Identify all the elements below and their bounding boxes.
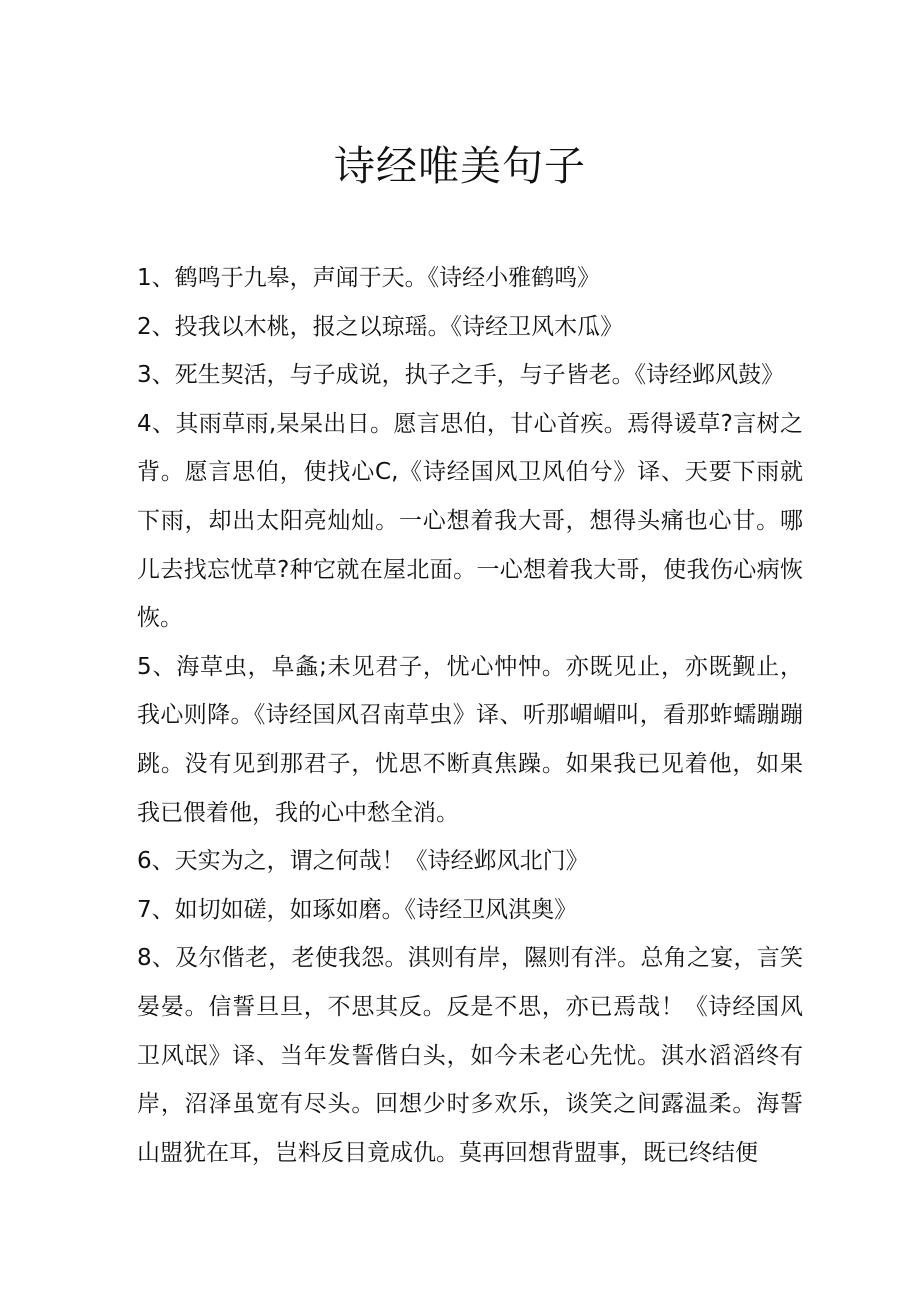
document-title: 诗经唯美句子 [334, 142, 586, 190]
paragraph-5: 5、海草虫，阜螽;未见君子，忧心忡忡。亦既见止，亦既觐止，我心则降。《诗经国风召南草虫》译、听那嵋嵋叫，看那蚱蠕蹦蹦跳。没有见到那君子，忧思不断真焦躁。如果我已见着他，如果我已偎着他，我的心中愁全消。 [137, 653, 803, 826]
paragraph-7: 7、如切如磋，如琢如磨。《诗经卫风淇奥》 [137, 896, 578, 923]
paragraph-8: 8、及尔偕老，老使我怨。淇则有岸，隰则有泮。总角之宴，言笑晏晏。信誓旦旦，不思其反。反是不思，亦已焉哉！《诗经国风卫风氓》译、当年发誓偕白头，如今未老心先忧。淇水滔滔终有岸，沼泽虽宽有尽头。回想少时多欢乐，谈笑之间露温柔。海誓山盟犹在耳，岂料反目竟成仇。莫再回想背盟事，既已终结便 [137, 945, 803, 1166]
paragraph-2: 2、投我以木桃，报之以琼瑶。《诗经卫风木瓜》 [137, 313, 624, 340]
paragraph-3: 3、死生契活，与子成说，执子之手，与子皆老。《诗经邺风鼓》 [137, 362, 785, 389]
document-body [137, 254, 803, 1177]
paragraph-1: 1、鹤鸣于九皋，声闻于天。《诗经小雅鹤鸣》 [137, 265, 601, 291]
paragraph-4: 4、其雨草雨,杲杲出日。愿言思伯，甘心首疾。焉得谖草?言树之背。愿言思伯，使找心C,《诗经国风卫风伯兮》译、天要下雨就下雨，却出太阳亮灿灿。一心想着我大哥，想得头痛也心甘。哪儿去找忘忧草?种它就在屋北面。一心想着我大哥，使我伤心病恢恢。 [137, 410, 803, 632]
paragraph-6: 6、天实为之，谓之何哉！《诗经邺风北门》 [137, 848, 589, 875]
